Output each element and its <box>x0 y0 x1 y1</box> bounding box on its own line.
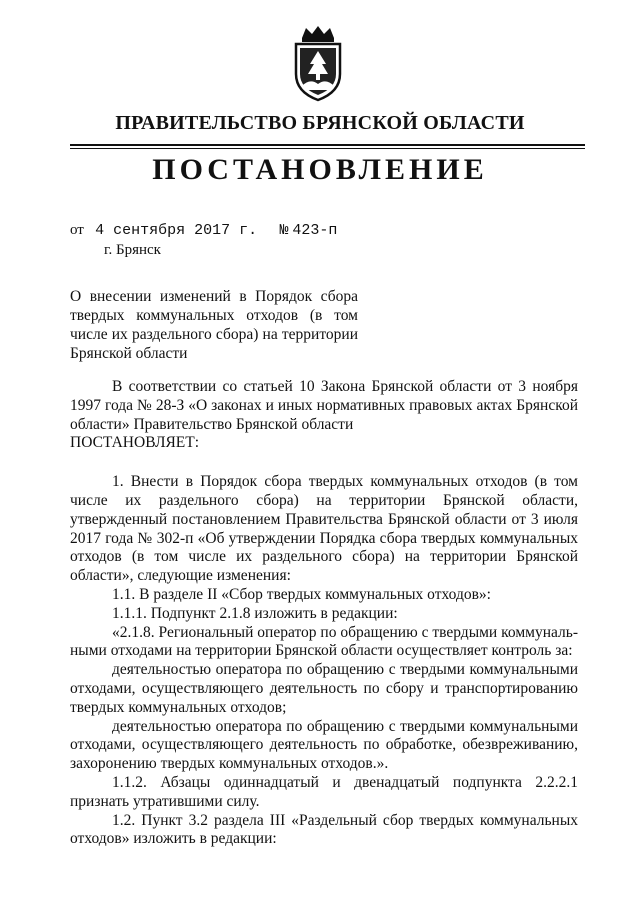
body-paragraph: деятельностью оператора по обращению с твердыми коммунальными отходами, осуществляющего деятельность по обработке, обезвреживанию, захоронению твердых коммунальных отходов.». <box>70 717 578 773</box>
government-title: ПРАВИТЕЛЬСТВО БРЯНСКОЙ ОБЛАСТИ <box>115 112 525 134</box>
body-paragraph: 1. Внести в Порядок сбора твердых коммунальных отходов (в том числе их раздельного сбора) на территории Брянской области, утвержденный постановлением Правительства Брянской области от 3 июля 2017 года № 302-п «Об утверждении Порядка сбора твердых коммунальных отходов (в том числе их раздельного сбора) на территории Брянской области», следующие изменения: <box>70 473 578 585</box>
body-paragraph: 1.1. В разделе II «Сбор твердых коммунальных отходов»: <box>112 585 491 603</box>
document-date-line <box>70 222 337 239</box>
preamble-paragraph: В соответствии со статьей 10 Закона Брянской области от 3 ноября 1997 года № 28-З «О законах и иных нормативных правовых актах Брянской области» Правительство Брянской области <box>70 378 578 433</box>
from-label: от <box>70 222 84 238</box>
body-paragraph: «2.1.8. Региональный оператор по обращению с твердыми коммунальными отходами на территории Брянской области осуществляет контроль за: <box>70 623 578 660</box>
document-type-title: ПОСТАНОВЛЕНИЕ <box>152 153 488 186</box>
header-divider-thin <box>70 148 585 149</box>
body-paragraph: деятельностью оператора по обращению с твердыми коммунальными отходами, осуществляющего деятельность по сбору и транспортированию твердых коммунальных отходов; <box>70 661 578 716</box>
document-body <box>70 378 578 849</box>
body-paragraph: 1.1.2. Абзацы одиннадцатый и двенадцатый подпункта 2.2.2.1 признать утратившими силу. <box>70 773 578 810</box>
number-label: № <box>279 222 289 239</box>
resolves-heading: ПОСТАНОВЛЯЕТ: <box>70 434 200 452</box>
document-date: 4 сентября 2017 г. <box>95 222 258 239</box>
body-paragraph: 1.1.1. Подпункт 2.1.8 изложить в редакции: <box>112 604 398 622</box>
document-number: 423-п <box>292 222 338 239</box>
document-city: г. Брянск <box>104 242 161 258</box>
header-divider <box>70 144 585 146</box>
coat-of-arms-icon <box>288 24 348 102</box>
document-subject: О внесении изменений в Порядок сбора твердых коммунальных отходов (в том числе их раздельного сбора) на территории Брянской области <box>70 288 358 362</box>
body-paragraph: 1.2. Пункт 3.2 раздела III «Раздельный сбор твердых коммунальных отходов» изложить в редакции: <box>70 811 578 848</box>
